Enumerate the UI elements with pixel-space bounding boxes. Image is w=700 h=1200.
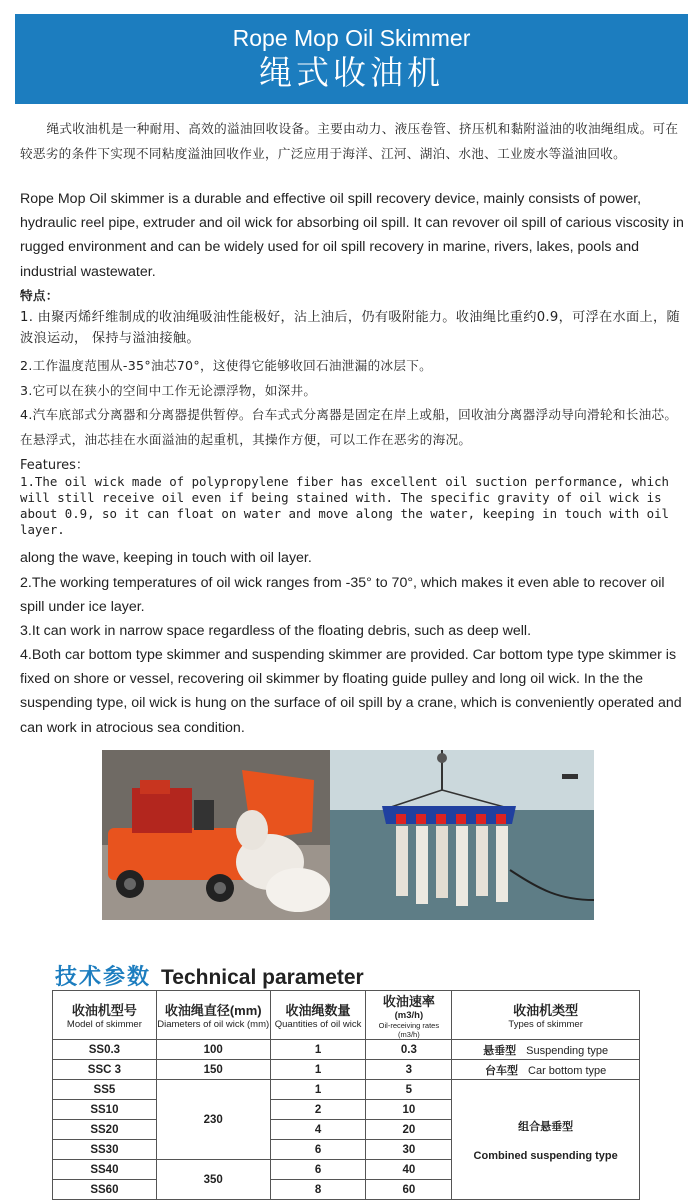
features-en-item-1: 1.The oil wick made of polypropylene fiber has excellent oil suction performance, which will still receive oil even if being stained with. The specific gravity of oil wick is about 0.9, so it can float on water and move along the water, keeping in touch with oil layer. <box>20 474 670 537</box>
features-cn-item-3: 3.它可以在狭小的空间中工作无论漂浮物，如深井。 <box>20 383 317 398</box>
type-suspending: 悬垂型 Suspending type <box>452 1040 640 1060</box>
col-rate: 收油速率 (m3/h) Oil-receiving rates (m3/h) <box>366 991 452 1040</box>
intro-cn: 绳式收油机是一种耐用、高效的溢油回收设备。主要由动力、液压卷管、挤压机和黏附溢油的收油绳组成。可在较恶劣的条件下实现不同粘度溢油回收作业，广泛应用于海洋、江河、湖泊、水池、工业废水等溢油回收。 <box>20 121 679 161</box>
table-row: SS5 230 1 5 组合悬垂型 Combined suspending type <box>53 1080 640 1100</box>
table-row: SS20 4 20 <box>53 1120 640 1140</box>
tech-title <box>55 960 364 991</box>
intro-en: Rope Mop Oil skimmer is a durable and effective oil spill recovery device, mainly consists of power, hydraulic reel pipe, extruder and oil wick for absorbing oil spill. It can revover oil spill of carious viscosity in rugged environment and can be widely used for oil spill recovery in marine, rivers, lakes, pools and industrial wastewater. <box>20 191 684 280</box>
features-cn-heading: 特点： <box>20 288 59 303</box>
table-row: SS10 2 10 <box>53 1100 640 1120</box>
table-row: SS30 6 30 <box>53 1140 640 1160</box>
col-type: 收油机类型 Types of skimmer <box>452 991 640 1040</box>
diameter-230: 230 <box>156 1080 270 1160</box>
title-en: Rope Mop Oil Skimmer <box>232 25 471 51</box>
features-en-heading: Features： <box>20 458 89 473</box>
features-en-item-2: 2.The working temperatures of oil wick ranges from -35° to 70°, which makes it even able to recover oil spill under ice layer. <box>20 575 665 616</box>
diameter-350: 350 <box>156 1160 270 1200</box>
col-quantity: 收油绳数量 Quantities of oil wick <box>270 991 366 1040</box>
features-cn-item-1: 1. 由聚丙烯纤维制成的收油绳吸油性能极好，沾上油后，仍有吸附能力。收油绳比重约0.9，可浮在水面上，随波浪运动， 保持与溢油接触。 <box>20 310 680 346</box>
table-row: SS60 8 60 <box>53 1180 640 1200</box>
title-cn: 绳式收油机 <box>259 53 444 92</box>
type-combined: 组合悬垂型 Combined suspending type <box>452 1080 640 1200</box>
suspending-skimmer-illustration <box>330 750 594 920</box>
spec-header-row <box>53 991 640 1040</box>
features-en-item-1-tail: along the wave, keeping in touch with oil layer. <box>20 550 312 566</box>
features-en-item-3: 3.It can work in narrow space regardless of the floating debris, such as deep well. <box>20 623 532 639</box>
spec-table <box>52 990 640 1200</box>
features-cn-item-4: 4.汽车底部式分离器和分离器提供暂停。台车式式分离器是固定在岸上或船，回收油分离器浮动导向滑轮和长油芯。在悬浮式，油芯挂在水面溢油的起重机，其操作方便，可以工作在恶劣的海况。 <box>20 407 678 447</box>
table-row: SSC 3 150 1 3 台车型 Car bottom type <box>53 1060 640 1080</box>
tech-title-en: Technical parameter <box>161 966 364 989</box>
type-car-bottom: 台车型 Car bottom type <box>452 1060 640 1080</box>
col-model: 收油机型号 Model of skimmer <box>53 991 157 1040</box>
suspending-skimmer-photo <box>330 750 594 920</box>
car-skimmer-illustration <box>102 750 330 920</box>
col-diameter: 收油绳直径(mm) Diameters of oil wick (mm) <box>156 991 270 1040</box>
car-skimmer-photo <box>102 750 330 920</box>
features-en-item-4: 4.Both car bottom type skimmer and suspending skimmer are provided. Car bottom type type skimmer is fixed on shore or vessel, recovering oil skimmer by floating guide pulley and long oil wick. In the the suspending type, oil wick is hung on the surface of oil spill by a crane, which is conveniently operated and can work in atrocious sea condition. <box>20 647 682 736</box>
features-cn-item-2: 2.工作温度范围从-35°油芯70°，这使得它能够收回石油泄漏的冰层下。 <box>20 358 433 373</box>
title-banner <box>15 14 688 104</box>
tech-title-cn: 技术参数 <box>55 965 152 990</box>
table-row: SS40 350 6 40 <box>53 1160 640 1180</box>
table-row: SS0.3 100 1 0.3 悬垂型 Suspending type <box>53 1040 640 1060</box>
